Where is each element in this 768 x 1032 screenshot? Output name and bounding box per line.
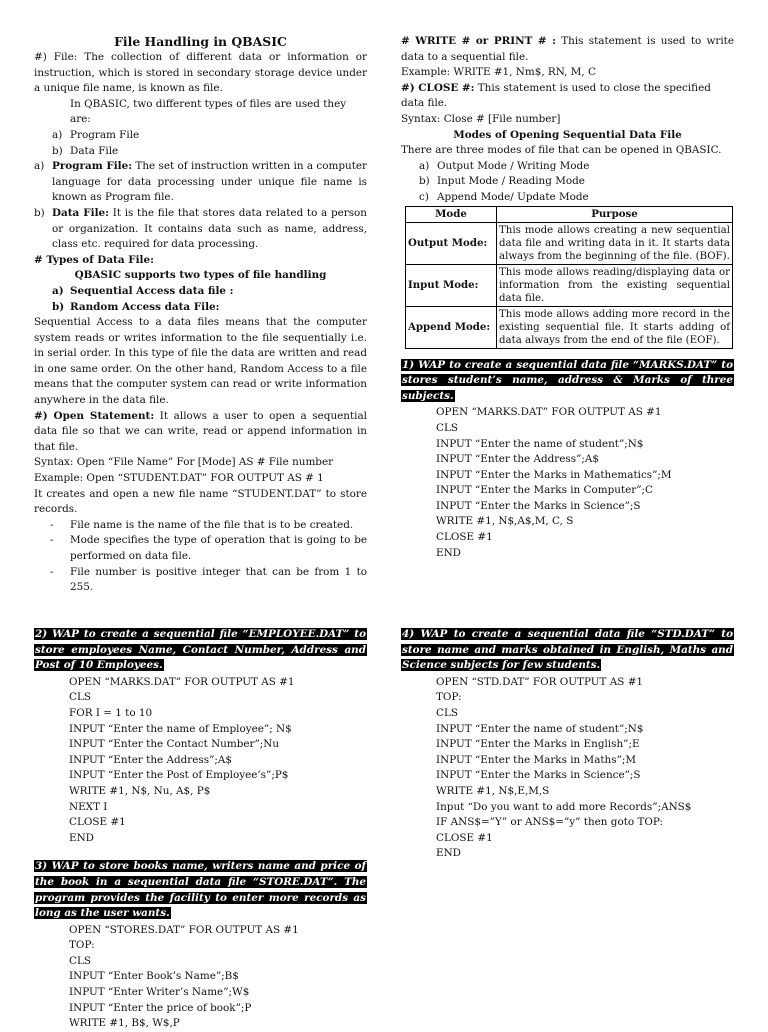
code-line: INPUT “Enter the Address”;A$: [69, 753, 233, 766]
code-line: CLOSE #1: [436, 831, 493, 844]
code-line: TOP:: [436, 691, 462, 704]
code-line: INPUT “Enter the Marks in Computer”;C: [436, 484, 654, 497]
open-creates: It creates and open a new file name “STUDENT.DAT” to store records.: [34, 487, 367, 516]
table-row: [406, 264, 733, 306]
list-item: b) Input Mode / Reading Mode: [419, 175, 585, 188]
question-3: [34, 859, 367, 921]
write-example: Example: WRITE #1, Nm$, RN, M, C: [401, 66, 596, 79]
code-line: FOR I = 1 to 10: [69, 706, 153, 719]
table-cell-mode: Output Mode:: [406, 222, 497, 264]
question-1-text: 1) WAP to create a sequential data file “MARKS.DAT” to stores student’s name, address & Marks of three subjects.: [402, 358, 733, 402]
write-statement: # WRITE # or PRINT # : This statement is used to write data to a sequential file.: [401, 35, 734, 63]
file-type-definitions: [34, 159, 367, 253]
question-3-text: 3) WAP to store books name, writers name and price of the book in a sequential data file “STORE.DAT”. The program provides the facility to enter more records as long as the user wants.: [35, 860, 366, 920]
question-2-text: 2) WAP to create a sequential file “EMPLOYEE.DAT” to store employees Name, Contact Number, Address and Post of 10 Employees.: [35, 628, 366, 672]
code-line: Input “Do you want to add more Records”;ANS$: [436, 800, 692, 813]
code-line: INPUT “Enter the name of Employee”; N$: [69, 722, 292, 735]
list-item: - Mode specifies the type of operation that is going to be performed on data file.: [50, 534, 367, 562]
question-2: [34, 627, 367, 674]
question-3-code: [34, 923, 367, 1032]
modes-intro: There are three modes of file that can be opened in QBASIC.: [401, 144, 722, 157]
code-line: INPUT “Enter the Marks in English”;E: [436, 738, 640, 751]
left-column: [34, 34, 367, 596]
code-line: WRITE #1, N$,A$,M, C, S: [436, 515, 574, 528]
code-line: INPUT “Enter Book’s Name”;B$: [69, 970, 239, 983]
bullet-list: [34, 518, 367, 596]
table-cell-mode: Input Mode:: [406, 264, 497, 306]
list-item: a) Program File: [52, 128, 140, 141]
bottom-left-section: [34, 627, 367, 1032]
code-line: END: [436, 546, 462, 559]
table-header: Purpose: [497, 206, 733, 222]
file-definition: #) File: The collection of different data or information or instruction, which is stored in secondary storage device under a unique file name, is known as file.: [34, 51, 367, 95]
modes-list: [401, 159, 734, 206]
list-item: - File name is the name of the file that is to be created.: [50, 518, 354, 531]
code-line: IF ANS$=”Y” or ANS$=”y” then goto TOP:: [436, 816, 664, 829]
code-line: TOP:: [69, 939, 95, 952]
table-cell-purpose: This mode allows adding more record in the existing sequential file. It starts adding of data always from the end of the file (EOF).: [497, 306, 733, 348]
modes-heading: Modes of Opening Sequential Data File: [453, 128, 682, 141]
open-example: Example: Open “STUDENT.DAT” FOR OUTPUT AS # 1: [34, 472, 324, 485]
code-line: INPUT “Enter the name of student”;N$: [436, 437, 644, 450]
question-2-code: [34, 675, 367, 847]
list-item: - File number is positive integer that can be from 1 to 255.: [50, 565, 367, 594]
code-line: CLS: [436, 421, 458, 434]
table-header-row: [406, 206, 733, 222]
sequential-access-paragraph: Sequential Access to a data files means that the computer system reads or writes information to the file sequentially i.e. in serial order. In this type of file the data are written and read in one same order. On the other hand, Random Access to a file means that the computer system can read or write information anywhere in the data file.: [34, 316, 367, 407]
close-syntax: Syntax: Close # [File number]: [401, 112, 561, 125]
code-line: WRITE #1, N$, Nu, A$, P$: [69, 784, 211, 797]
code-line: INPUT “Enter the Post of Employee’s”;P$: [69, 769, 289, 782]
code-line: WRITE #1, N$,E,M,S: [436, 784, 550, 797]
code-line: CLOSE #1: [69, 816, 126, 829]
code-line: WRITE #1, B$, W$,P: [69, 1017, 180, 1030]
question-1: [401, 358, 734, 405]
table-cell-purpose: This mode allows creating a new sequential data file and writing data in it. It starts data always from the beginning of the file. (BOF).: [497, 222, 733, 264]
question-4-code: [401, 675, 734, 862]
code-line: CLS: [69, 954, 91, 967]
code-line: INPUT “Enter the Contact Number”;Nu: [69, 738, 280, 751]
code-line: CLS: [69, 691, 91, 704]
list-item: a) Sequential Access data file :: [52, 284, 234, 297]
table-cell-mode: Append Mode:: [406, 306, 497, 348]
code-line: INPUT “Enter Writer’s Name”;W$: [69, 986, 250, 999]
code-line: CLOSE #1: [436, 531, 493, 544]
open-statement: #) Open Statement: It allows a user to open a sequential data file so that we can write, read or append information in that file.: [34, 409, 367, 453]
table-cell-purpose: This mode allows reading/displaying data or information from the existing sequential data file.: [497, 264, 733, 306]
supports-heading: QBASIC supports two types of file handling: [74, 269, 327, 282]
list-item: a) Output Mode / Writing Mode: [419, 159, 590, 172]
code-line: NEXT I: [69, 800, 108, 813]
access-list: [34, 284, 367, 315]
modes-table: [405, 206, 733, 349]
code-line: INPUT “Enter the Marks in Maths”;M: [436, 753, 637, 766]
list-item: b) Random Access data File:: [52, 300, 220, 313]
file-types-list: [34, 128, 367, 159]
table-row: [406, 222, 733, 264]
list-item: a) Program File: The set of instruction written in a computer language for data processing under unique file name is known as Program file.: [34, 160, 367, 204]
code-line: OPEN “STORES.DAT” FOR OUTPUT AS #1: [69, 923, 299, 936]
code-line: INPUT “Enter the Marks in Mathematics”;M: [436, 468, 672, 481]
right-column: [401, 34, 734, 561]
code-line: OPEN “MARKS.DAT” FOR OUTPUT AS #1: [436, 406, 662, 419]
list-item: c) Append Mode/ Update Mode: [419, 190, 589, 203]
code-line: CLS: [436, 706, 458, 719]
code-line: END: [436, 847, 462, 860]
code-line: INPUT “Enter the Marks in Science”;S: [436, 769, 641, 782]
code-line: INPUT “Enter the price of book”;P: [69, 1001, 252, 1014]
table-header: Mode: [406, 206, 497, 222]
list-item: b) Data File: It is the file that stores data related to a person or organization. It contains data such as name, address, class etc. required for data processing.: [34, 206, 367, 251]
code-line: OPEN “STD.DAT” FOR OUTPUT AS #1: [436, 675, 644, 688]
close-statement: #) CLOSE #: This statement is used to close the specified data file.: [401, 81, 711, 110]
question-4: [401, 627, 734, 674]
code-line: OPEN “MARKS.DAT” FOR OUTPUT AS #1: [69, 675, 295, 688]
list-item: b) Data File: [52, 144, 119, 157]
code-line: INPUT “Enter the name of student”;N$: [436, 722, 644, 735]
page-title: File Handling in QBASIC: [114, 34, 287, 49]
code-line: INPUT “Enter the Marks in Science”;S: [436, 499, 641, 512]
question-1-code: [401, 405, 734, 561]
code-line: INPUT “Enter the Address”;A$: [436, 453, 600, 466]
table-row: [406, 306, 733, 348]
types-heading: # Types of Data File:: [34, 253, 154, 266]
code-line: END: [69, 831, 95, 844]
bottom-right-section: [401, 627, 734, 862]
two-types-intro: In QBASIC, two different types of files are used they are:: [70, 97, 347, 126]
question-4-text: 4) WAP to create a sequential data file “STD.DAT” to store name and marks obtained in English, Maths and Science subjects for few students.: [402, 628, 733, 672]
open-syntax: Syntax: Open “File Name” For [Mode] AS # File number: [34, 456, 334, 469]
